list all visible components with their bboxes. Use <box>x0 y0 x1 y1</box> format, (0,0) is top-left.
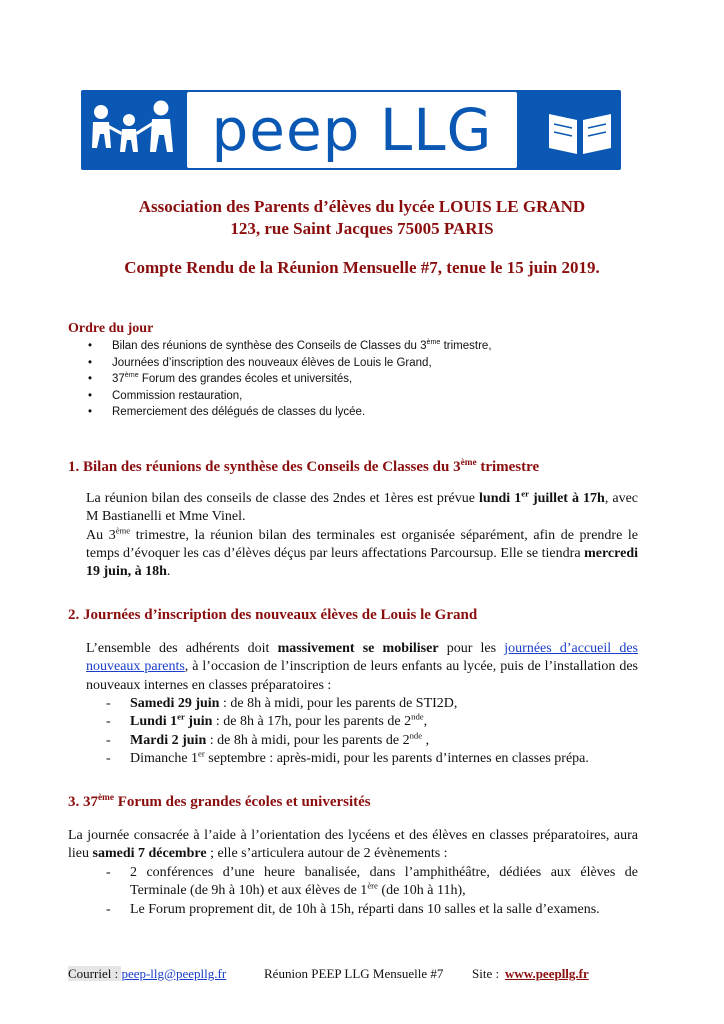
section-1-title: 1. Bilan des réunions de synthèse des Conseils de Classes du 3ème trimestre <box>68 458 540 475</box>
section-3-events <box>106 864 638 919</box>
agenda-item: • Commission restauration, <box>88 388 492 405</box>
list-item: - Dimanche 1er septembre : après-midi, pour les parents d’internes en classes prépa. <box>106 750 666 768</box>
section-2-title: 2. Journées d’inscription des nouveaux élèves de Louis le Grand <box>68 607 478 623</box>
association-name: Association des Parents d’élèves du lycée LOUIS LE GRAND <box>138 197 586 216</box>
site-label: Site : <box>472 966 500 981</box>
list-item: - Le Forum proprement dit, de 10h à 15h, réparti dans 10 salles et la salle d’examens. <box>106 901 638 919</box>
agenda-item: • Remerciement des délégués de classes du lycée. <box>88 404 492 421</box>
peep-llg-banner <box>81 90 621 170</box>
page-footer <box>68 965 608 983</box>
footer-center-text: Réunion PEEP LLG Mensuelle #7 <box>264 966 444 981</box>
list-item: - 2 conférences d’une heure banalisée, dans l’amphithéâtre, dédiées aux élèves de Terminale (de 9h à 10h) et aux élèves de 1ère (de 10h à 11h), <box>106 864 638 901</box>
section-3-paragraph: La journée consacrée à l’aide à l’orientation des lycéens et des élèves en classes préparatoires, aura lieu samedi 7 décembre ; elle s’articulera autour de 2 évènements : <box>68 828 638 862</box>
section-3-title: 3. 37ème Forum des grandes écoles et universités <box>68 793 371 810</box>
accueil-parents-link[interactable]: journées d’accueil des nouveaux parents <box>86 641 638 675</box>
list-item: - Mardi 2 juin : de 8h à midi, pour les parents de 2nde , <box>106 732 666 750</box>
agenda-item: • 37ème Forum des grandes écoles et universités, <box>88 371 492 388</box>
open-book-icon <box>545 104 615 160</box>
site-link[interactable]: www.peepllg.fr <box>505 966 589 981</box>
list-item: - Lundi 1er juin : de 8h à 17h, pour les parents de 2nde, <box>106 713 666 731</box>
agenda-list <box>88 338 492 421</box>
section-1-paragraph: La réunion bilan des conseils de classe des 2ndes et 1ères est prévue lundi 1er juillet à 17h, avec M Bastianelli et Mme Vinel. Au 3ème trimestre, la réunion bilan des terminales est organisée séparément, afin de prendre le temps d’évoquer les cas d’élèves déçus par leurs affectations Parcoursup. Elle se tiendra mercredi 19 juin, à 18h. <box>86 488 639 580</box>
email-link[interactable]: peep-llg@peepllg.fr <box>121 966 227 981</box>
agenda-item: • Bilan des réunions de synthèse des Conseils de Classes du 3ème trimestre, <box>88 338 492 355</box>
document-title: Compte Rendu de la Réunion Mensuelle #7, tenue le 15 juin 2019. <box>124 258 600 277</box>
association-address: 123, rue Saint Jacques 75005 PARIS <box>230 219 494 238</box>
banner-logo-text: peep LLG <box>187 92 517 168</box>
family-logo-icon <box>81 90 191 170</box>
agenda-title: Ordre du jour <box>68 321 154 336</box>
agenda-item: • Journées d’inscription des nouveaux élèves de Louis le Grand, <box>88 355 492 372</box>
list-item: - Samedi 29 juin : de 8h à midi, pour les parents de STI2D, <box>106 695 666 713</box>
email-label: Courriel : <box>68 966 122 981</box>
section-2-paragraph: L’ensemble des adhérents doit massivement se mobiliser pour les journées d’accueil des nouveaux parents, à l’occasion de l’inscription de leurs enfants au lycée, puis de l’installation des nouveaux internes en classes préparatoires : <box>86 641 638 693</box>
section-2-dates <box>106 695 666 768</box>
